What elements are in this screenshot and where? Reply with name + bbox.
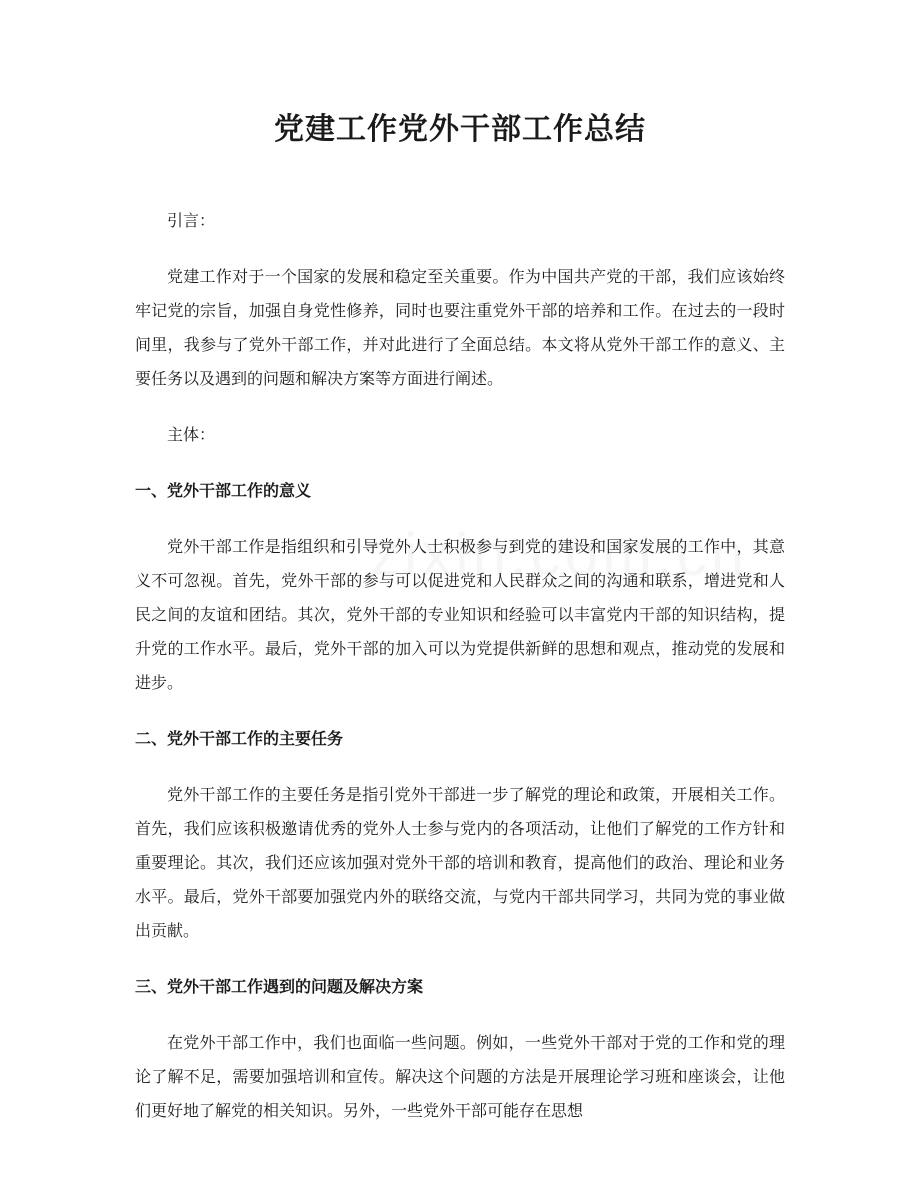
section-3-paragraph: 在党外干部工作中，我们也面临一些问题。例如，一些党外干部对于党的工作和党的理论了解不足，需要加强培训和宣传。解决这个问题的方法是开展理论学习班和座谈会，让他们更好地了解党的相关知识。另外，一些党外干部可能存在思想: [135, 1033, 785, 1120]
intro-label: 引言：: [167, 211, 216, 230]
body-label: 主体：: [167, 425, 216, 444]
section-2-paragraph: 党外干部工作的主要任务是指引党外干部进一步了解党的理论和政策，开展相关工作。首先，我们应该积极邀请优秀的党外人士参与党内的各项活动，让他们了解党的工作方针和重要理论。其次，我们还应该加强对党外干部的培训和教育，提高他们的政治、理论和业务水平。最后，党外干部要加强党内外的联络交流，与党内干部共同学习，共同为党的事业做出贡献。: [135, 785, 785, 940]
intro-paragraph: 党建工作对于一个国家的发展和稳定至关重要。作为中国共产党的干部，我们应该始终牢记党的宗旨，加强自身党性修养，同时也要注重党外干部的培养和工作。在过去的一段时间里，我参与了党外干部工作，并对此进行了全面总结。本文将从党外干部工作的意义、主要任务以及遇到的问题和解决方案等方面进行阐述。: [135, 267, 785, 388]
document-title: 党建工作党外干部工作总结: [274, 112, 646, 147]
section-1-heading: 一、党外干部工作的意义: [135, 481, 312, 500]
section-1-paragraph: 党外干部工作是指组织和引导党外人士积极参与到党的建设和国家发展的工作中，其意义不可忽视。首先，党外干部的参与可以促进党和人民群众之间的沟通和联系，增进党和人民之间的友谊和团结。其次，党外干部的专业知识和经验可以丰富党内干部的知识结构，提升党的工作水平。最后，党外干部的加入可以为党提供新鲜的思想和观点，推动党的发展和进步。: [135, 537, 785, 692]
section-3-heading: 三、党外干部工作遇到的问题及解决方案: [135, 977, 424, 996]
section-2-heading: 二、党外干部工作的主要任务: [135, 729, 344, 748]
